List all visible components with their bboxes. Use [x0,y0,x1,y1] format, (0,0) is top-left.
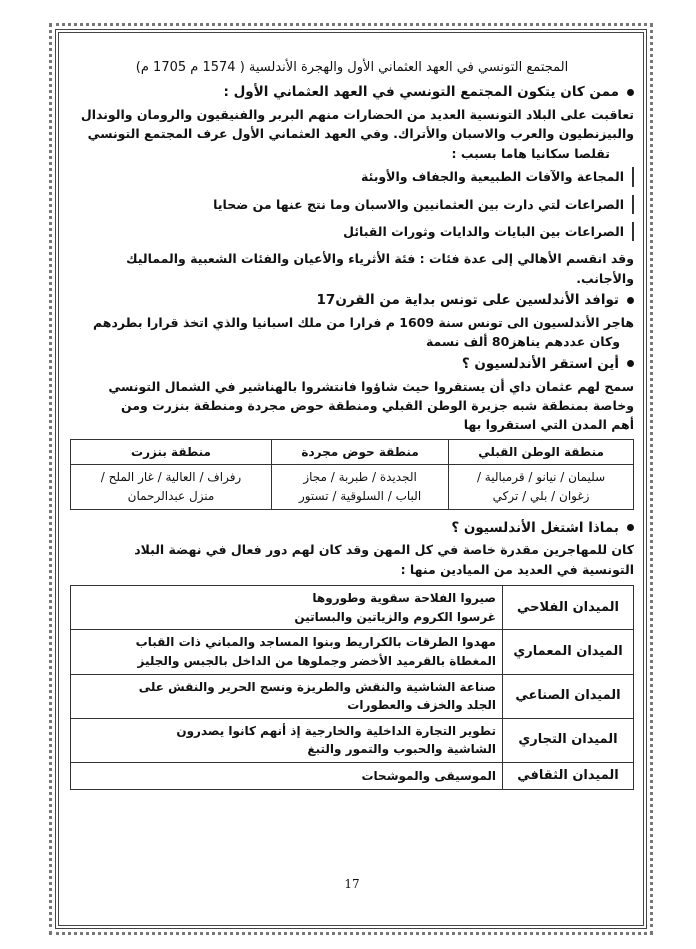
section4-text: كان للمهاجرين مقدرة خاصة في كل المهن وقد كان لهم دور فعال في نهضة البلاد التونسية في العديد من الميادين منها : [134,542,634,577]
field-description: الموسيقى والموشحات [71,762,503,789]
table-row [71,630,634,674]
section4-heading: بماذا اشتغل الأندلسيون ؟ [70,518,634,539]
field-name: الميدان الصناعي [503,674,634,718]
field-description: صناعة الشاشية والنقش والطريزة ونسج الحرير والنقش على الجلد والخزف والعطورات [71,674,503,718]
section3-text: سمح لهم عثمان داي أن يستقروا حيث شاؤوا فانتشروا بالهناشير في الشمال التونسي وخاصة بمنطقة شبه جزيرة الوطن القبلي ومنطقة حوض مجردة ومنطقة بنزرت ومن أهم المدن التي استقروا بها [108,378,634,433]
section1-heading: ممن كان يتكون المجتمع التونسي في العهد العثماني الأول : [70,82,634,103]
section1-text: تعاقبت على البلاد التونسية العديد من الحضارات منهم البربر والفنيقيون والرومان والوندال والبيزنطيون والعرب والاسبان والأتراك. وفي العهد العثماني الأول عرف المجتمع التونسي تقلصا سكانيا هاما بسبب : [80,107,634,161]
section2-heading: توافد الأندلسين على تونس بداية من القرن17 [70,290,634,311]
cause-item: المجاعة والآفات الطبيعية والجفاف والأوبئة [70,167,634,186]
table-header-cell: منطقة حوض مجردة [272,439,449,465]
field-name: الميدان المعماري [503,630,634,674]
bullet-icon [627,297,634,304]
table-cell: سليمان / نيانو / قرمبالية / زغوان / بلي / تركي [449,465,634,509]
section1-closing: وقد انقسم الأهالي إلى عدة فئات : فئة الأثرياء والأعيان والفئات الشعبية والمماليك والأجانب. [126,251,634,286]
page-title: المجتمع التونسي في العهد العثماني الأول والهجرة الأندلسية ( 1574 م 1705 م) [135,60,569,75]
bullet-icon [627,360,634,367]
table-header-cell: منطقة بنزرت [71,439,272,465]
field-description: تطوير التجارة الداخلية والخارجية إذ أنهم كانوا يصدرون الشاشية والحبوب والتمور والتبغ [71,718,503,762]
field-name: الميدان التجاري [503,718,634,762]
table-row [71,762,634,789]
table-row [71,718,634,762]
section2-text: هاجر الأندلسيون الى تونس سنة 1609 م فرارا من ملك اسبانيا والذي اتخذ قرارا بطردهم وكان عددهم يناهز80 ألف نسمة [92,314,634,350]
table-row [71,465,634,509]
document-page [70,58,634,898]
field-description: صيروا الفلاحة سقوية وطوروها غرسوا الكروم والزياتين والبساتين [71,586,503,630]
table-row [71,586,634,630]
field-name: الميدان الفلاحي [503,586,634,630]
bullet-icon [627,89,634,96]
page-number: 17 [344,877,360,892]
bullet-icon [627,524,634,531]
fields-table [70,585,634,790]
causes-list [70,167,634,241]
field-name: الميدان الثقافي [503,762,634,789]
table-cell: رفراف / العالية / غار الملح / منزل عبدالرحمان [71,465,272,509]
table-header-cell: منطقة الوطن القبلي [449,439,634,465]
cause-item: الصراعات بين البايات والدايات وثورات القبائل [70,222,634,241]
table-row [71,674,634,718]
table-header-row [71,439,634,465]
regions-table [70,439,634,510]
section3-heading: أين استقر الأندلسيون ؟ [70,354,634,375]
field-description: مهدوا الطرقات بالكراريط وبنوا المساجد والمباني ذات القباب المغطاة بالقرميد الأخضر وجملوها من الداخل بالجبس والجليز [71,630,503,674]
table-cell: الجديدة / طبربة / مجاز الباب / السلوقية / تستور [272,465,449,509]
cause-item: الصراعات لتي دارت بين العثمانيين والاسبان وما نتج عنها من ضحايا [70,195,634,214]
